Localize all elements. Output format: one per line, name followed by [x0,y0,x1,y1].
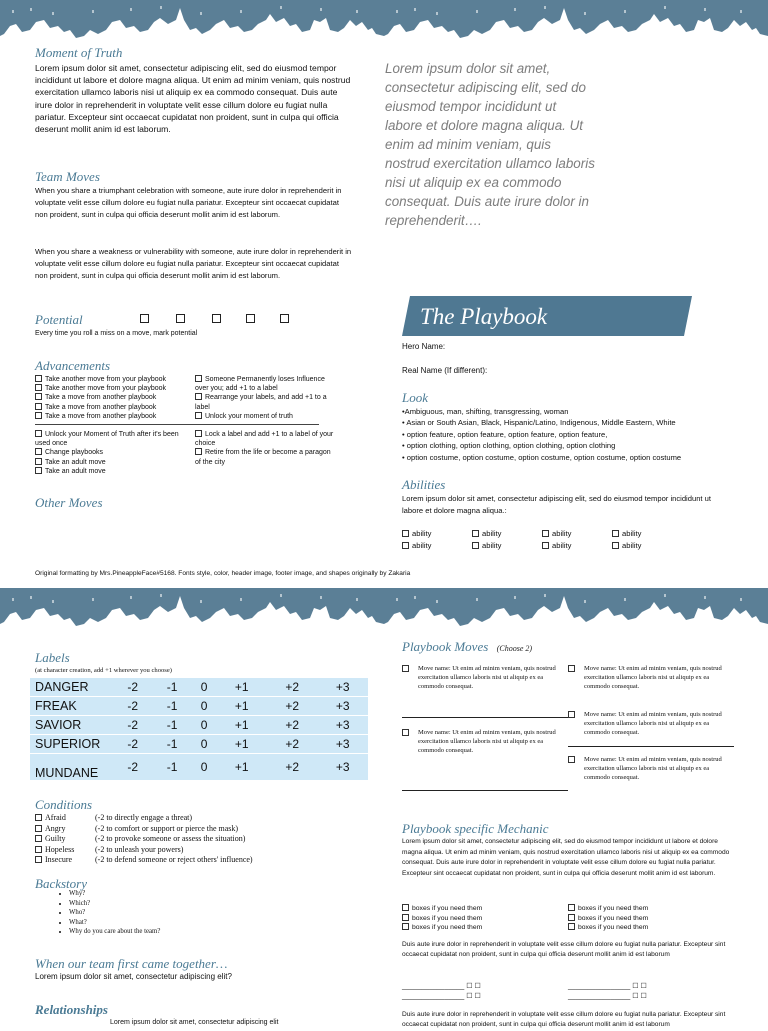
conditions-list [35,813,253,866]
abilities-heading: Abilities [402,477,446,492]
look-heading: Look [402,390,428,405]
move-option[interactable]: Move name: Ut enim ad minim veniam, quis nostrud exercitation ullamco laboris nisi ut aliquip ex ea commodo consequat. [568,755,734,782]
potential-heading: Potential [35,312,83,327]
labels-table [30,678,368,780]
advancement-item[interactable]: Lock a label and add +1 to a label of your choice [195,431,334,448]
look-item: • Asian or South Asian, Black, Hispanic/Latino, Indigenous, Middle Eastern, White [402,418,676,428]
backstory-item: • Who? [69,908,160,918]
backstory-item: • Which? [69,899,160,909]
box-item[interactable]: boxes if you need them [402,904,482,914]
label-value[interactable]: +1 [216,735,267,753]
abilities-text: Lorem ipsum dolor sit amet, consectetur adipiscing elit, sed do eiusmod tempor incididunt ut labore et dolore magna aliqua.: [402,494,711,515]
skyline-header-image [384,588,768,636]
ability-option[interactable]: ability [542,540,571,552]
label-value[interactable]: -2 [113,754,152,780]
ability-option[interactable]: ability [472,540,501,552]
mechanic-text: Lorem ipsum dolor sit amet, consectetur adipiscing elit, sed do eiusmod tempor incididunt ut labore et dolore magna aliqua. Ut enim ad minim veniam, quis nostrud exercitation ullamco laboris nisi ut aliquip ex ea commodo consequat. Duis aute irure dolor in reprehenderit in voluptate velit esse cillum dolore eu fugiat nulla pariatur. Excepteur sint occaecat cupidatat non proident, sunt in culpa qui officia deserunt mollit anim id est laborum. [402,838,730,877]
label-value[interactable]: -1 [152,735,191,753]
label-name: SAVIOR [30,716,113,734]
look-list [402,406,742,463]
real-name-label: Real Name (If different): [402,366,488,375]
look-item: •Ambiguous, man, shifting, transgressing, woman [402,407,569,416]
team-came-together-text: Lorem ipsum dolor sit amet, consectetur adipiscing elit? [35,972,232,981]
playbook-title-banner [402,296,692,336]
label-name: SUPERIOR [30,735,113,753]
label-value[interactable]: -2 [113,716,152,734]
boxes-right [568,904,648,933]
label-value[interactable]: +1 [216,697,267,715]
label-value[interactable]: +3 [317,716,368,734]
team-came-together-heading: When our team first came together… [35,956,228,971]
label-value[interactable]: +1 [216,678,267,696]
advancement-item[interactable]: Someone Permanently loses Influence over you; add +1 to a label [195,376,325,393]
advancement-item[interactable]: Take an adult move [35,467,185,476]
potential-checkbox[interactable] [280,314,289,323]
advancements-right-list [195,375,335,421]
label-value[interactable]: 0 [192,754,217,780]
condition-item[interactable]: Insecure (-2 to defend someone or reject others' influence) [35,855,253,866]
move-line [568,746,734,747]
labels-heading: Labels [35,650,70,665]
ability-option[interactable]: ability [402,528,431,540]
skyline-header-image [0,588,384,636]
boxes-lines-left [402,982,481,1002]
label-value[interactable]: 0 [192,678,217,696]
box-item[interactable]: boxes if you need them [402,914,482,924]
advancement-item[interactable]: Take a move from another playbook [35,412,193,421]
potential-checkbox[interactable] [176,314,185,323]
look-item: • option clothing, option clothing, option clothing, option clothing [402,441,616,451]
advancement-item[interactable]: Take a move from another playbook [35,403,193,412]
potential-checkbox[interactable] [140,314,149,323]
other-moves-heading: Other Moves [35,495,103,510]
advancement-item[interactable]: Rearrange your labels, and add +1 to a label [195,394,327,411]
mechanic-duis-text: Duis aute irure dolor in reprehenderit in voluptate velit esse cillum dolore eu fugiat nulla pariatur. Excepteur sint occaecat cupidatat non proident, sunt in culpa qui officia deserunt mollit anim id est laborum [402,941,726,959]
credit-line: Original formatting by Mrs.PineappleFace#5168. Fonts style, color, header image, footer image, and shapes originally by Zakaria [35,570,411,577]
playbook-title: The Playbook [420,304,548,329]
playbook-moves-choose: (Choose 2) [496,644,533,653]
ability-option[interactable]: ability [612,540,641,552]
advancements-left-list-2 [35,430,185,476]
hero-name-label: Hero Name: [402,342,446,351]
advancements-right-list-2 [195,430,335,467]
skyline-header-image [384,0,768,48]
advancement-item[interactable]: Unlock your moment of truth [195,412,335,421]
label-value[interactable]: +3 [317,697,368,715]
label-value[interactable]: +1 [216,754,267,780]
playbook-moves-header [402,638,532,656]
team-moves-heading: Team Moves [35,169,100,184]
backstory-item: • Why? [69,889,160,899]
label-value[interactable]: -1 [152,678,191,696]
team-moves-text-2: When you share a weakness or vulnerability with someone, aute irure dolor in reprehenderit in voluptate velit esse cillum dolore eu fugiat nulla pariatur. Excepteur sint occaecat cupidatat non proident, sunt in culpa qui officia deserunt mollit anim id est laborum. [35,247,352,280]
backstory-heading: Backstory [35,876,87,891]
boxes-left [402,904,482,933]
label-value[interactable]: +3 [317,735,368,753]
move-line [402,717,568,718]
label-row [30,754,368,780]
box-item[interactable]: boxes if you need them [568,923,648,933]
advancement-item[interactable]: Take a move from another playbook [35,393,193,402]
label-name: DANGER [30,678,113,696]
boxes-lines-right [568,982,647,1002]
box-item[interactable]: boxes if you need them [402,923,482,933]
look-item: • option costume, option costume, option costume, option costume, option costume [402,452,682,462]
mechanic-heading: Playbook specific Mechanic [402,821,549,836]
moment-of-truth-heading: Moment of Truth [35,45,123,60]
label-name: FREAK [30,697,113,715]
label-value[interactable]: +2 [267,754,318,780]
move-line [402,790,568,791]
label-value[interactable]: -1 [152,697,191,715]
potential-text: Every time you roll a miss on a move, mark potential [35,330,198,337]
label-value[interactable]: -2 [113,735,152,753]
advancement-item[interactable]: Take another move from your playbook [35,375,193,384]
label-value[interactable]: -2 [113,678,152,696]
labels-note: (at character creation, add +1 wherever you choose) [35,667,172,674]
moment-of-truth-text: Lorem ipsum dolor sit amet, consectetur adipiscing elit, sed do eiusmod tempor incididunt ut labore et dolore magna aliqua. Ut enim ad minim veniam, quis nostrud exercitation ullamco laboris nisi ut aliquip ex ea commodo consequat. Duis aute irure dolor in reprehenderit in voluptate velit esse cillum dolore eu fugiat nulla pariatur. Excepteur sint occaecat cupidatat non proident, sunt in culpa qui officia deserunt mollit anim id est laborum. [35,63,351,135]
label-value[interactable]: 0 [192,697,217,715]
label-value[interactable]: +2 [267,697,318,715]
intro-quote: Lorem ipsum dolor sit amet, consectetur adipiscing elit, sed do eiusmod tempor incididunt ut labore et dolore magna aliqua. Ut enim ad minim veniam, quis nostrud exercitation ullamco laboris nisi ut aliquip ex ea commodo consequat. Duis aute irure dolor in reprehenderit…. [385,61,595,228]
advancements-left-list [35,375,193,421]
relationships-text: Lorem ipsum dolor sit amet, consectetur adipiscing elit [110,1019,279,1026]
ability-option[interactable]: ability [402,540,431,552]
box-line-item[interactable]: ________________ ☐ ☐ [568,983,647,990]
box-item[interactable]: boxes if you need them [568,904,648,914]
skyline-header-image [0,0,384,48]
move-option[interactable]: Move name: Ut enim ad minim veniam, quis nostrud exercitation ullamco laboris nisi ut aliquip ex ea commodo consequat. [402,664,568,691]
advancement-item[interactable]: Take an adult move [35,458,185,467]
label-value[interactable]: +2 [267,735,318,753]
box-line-item[interactable]: ________________ ☐ ☐ [568,993,647,1000]
ability-option[interactable]: ability [542,528,571,540]
potential-checkbox[interactable] [246,314,255,323]
advancements-divider [35,424,319,425]
label-value[interactable]: 0 [192,735,217,753]
playbook-moves-heading: Playbook Moves [402,639,489,654]
label-row [30,716,368,734]
potential-checkbox[interactable] [212,314,221,323]
move-option[interactable]: Move name: Ut enim ad minim veniam, quis nostrud exercitation ullamco laboris nisi ut aliquip ex ea commodo consequat. [568,664,734,691]
team-moves-text-1: When you share a triumphant celebration with someone, aute irure dolor in reprehenderit in voluptate velit esse cillum dolore eu fugiat nulla pariatur. Excepteur sint occaecat cupidatat non proident, sunt in culpa qui officia deserunt mollit anim id est laborum. [35,186,342,219]
box-line-item[interactable]: ________________ ☐ ☐ [402,993,481,1000]
label-name: MUNDANE [30,754,113,780]
page-moment-of-truth [0,0,384,512]
box-line-item[interactable]: ________________ ☐ ☐ [402,983,481,990]
label-value[interactable]: 0 [192,716,217,734]
label-row [30,735,368,753]
label-value[interactable]: +3 [317,678,368,696]
condition-item[interactable]: Hopeless (-2 to unleash your powers) [35,845,253,856]
label-value[interactable]: -1 [152,754,191,780]
label-row [30,678,368,696]
look-item: • option feature, option feature, option feature, option feature, [402,429,608,439]
label-value[interactable]: +2 [267,716,318,734]
move-option[interactable]: Move name: Ut enim ad minim veniam, quis nostrud exercitation ullamco laboris nisi ut aliquip ex ea commodo consequat. [568,710,734,737]
relationships-heading: Relationships [35,1002,108,1017]
backstory-item: • What? [69,918,160,928]
label-row [30,697,368,715]
advancement-item[interactable]: Take another move from your playbook [35,384,193,393]
backstory-item: • Why do you care about the team? [69,927,160,937]
backstory-list [35,889,160,937]
conditions-heading: Conditions [35,797,93,812]
condition-item[interactable]: Angry (-2 to comfort or support or pierce the mask) [35,824,253,835]
advancement-item[interactable]: Unlock your Moment of Truth after it's been used once [35,431,179,448]
label-value[interactable]: +2 [267,678,318,696]
ability-option[interactable]: ability [472,528,501,540]
ability-option[interactable]: ability [612,528,641,540]
mechanic-duis-text-2: Duis aute irure dolor in reprehenderit in voluptate velit esse cillum dolore eu fugiat nulla pariatur. Excepteur sint occaecat cupidatat non proident, sunt in culpa qui officia deserunt mollit anim id est laborum [402,1011,726,1029]
advancements-heading: Advancements [35,358,111,373]
advancement-item[interactable]: Change playbooks [35,448,185,457]
condition-item[interactable]: Guilty (-2 to provoke someone or assess the situation) [35,834,253,845]
label-value[interactable]: +1 [216,716,267,734]
advancement-item[interactable]: Retire from the life or become a paragon of the city [195,449,331,466]
box-item[interactable]: boxes if you need them [568,914,648,924]
label-value[interactable]: -2 [113,697,152,715]
label-value[interactable]: -1 [152,716,191,734]
label-value[interactable]: +3 [317,754,368,780]
condition-item[interactable]: Afraid (-2 to directly engage a threat) [35,813,253,824]
move-option[interactable]: Move name: Ut enim ad minim veniam, quis nostrud exercitation ullamco laboris nisi ut aliquip ex ea commodo consequat. [402,728,568,755]
